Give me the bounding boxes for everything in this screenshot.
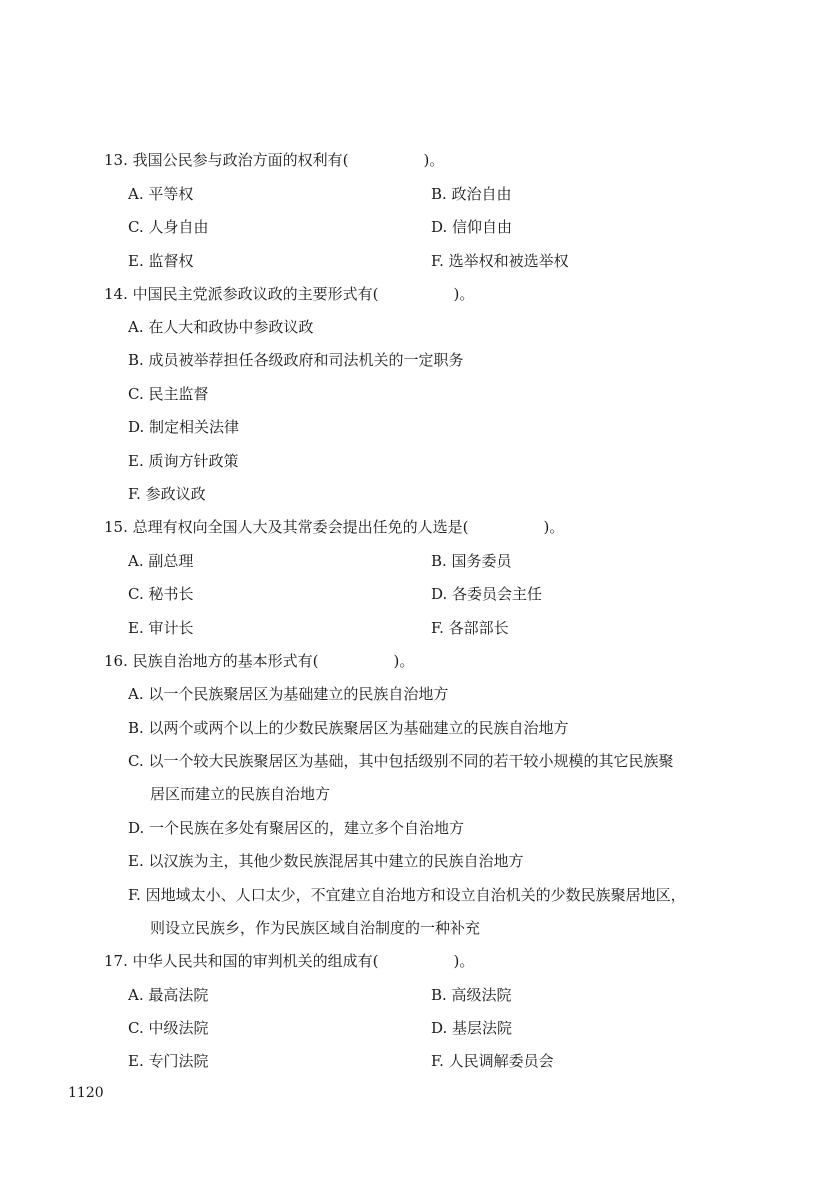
page-number: 1120 [68, 1085, 104, 1101]
q17-option-b: B. 高级法院 [431, 986, 512, 1004]
q13-option-a: A. 平等权 [128, 185, 194, 203]
q17-option-d: D. 基层法院 [431, 1019, 513, 1037]
q15-option-a: A. 副总理 [128, 552, 194, 570]
q15-option-d: D. 各委员会主任 [431, 585, 543, 603]
q16-option-c: C. 以一个较大民族聚居区为基础，其中包括级别不同的若干较小规模的其它民族聚 [128, 752, 674, 770]
q13-option-f: F. 选举权和被选举权 [431, 252, 569, 270]
q14-option-f: F. 参政议政 [128, 485, 206, 503]
q15-option-c: C. 秘书长 [128, 585, 194, 603]
q13-option-c: C. 人身自由 [128, 218, 209, 236]
q13-option-e: E. 监督权 [128, 252, 194, 270]
q14-option-b: B. 成员被举荐担任各级政府和司法机关的一定职务 [128, 351, 464, 369]
q13-option-b: B. 政治自由 [431, 185, 512, 203]
q15-option-f: F. 各部部长 [431, 619, 509, 637]
q16-option-b: B. 以两个或两个以上的少数民族聚居区为基础建立的民族自治地方 [128, 719, 569, 737]
q17-option-a: A. 最高法院 [128, 986, 209, 1004]
q14-option-d: D. 制定相关法律 [128, 418, 240, 436]
q16-option-c-continued: 居区而建立的民族自治地方 [150, 785, 331, 803]
question-13-stem: 13. 我国公民参与政治方面的权利有( )。 [104, 151, 445, 169]
q17-option-f: F. 人民调解委员会 [431, 1052, 554, 1070]
q16-option-f: F. 因地域太小、人口太少，不宜建立自治地方和设立自治机关的少数民族聚居地区， [128, 886, 686, 904]
q13-option-d: D. 信仰自由 [431, 218, 513, 236]
question-16-stem: 16. 民族自治地方的基本形式有( )。 [104, 652, 415, 670]
q16-option-a: A. 以一个民族聚居区为基础建立的民族自治地方 [128, 685, 449, 703]
q17-option-e: E. 专门法院 [128, 1052, 209, 1070]
question-14-stem: 14. 中国民主党派参政议政的主要形式有( )。 [104, 285, 475, 303]
question-15-stem: 15. 总理有权向全国人大及其常委会提出任免的人选是( )。 [104, 518, 565, 536]
q15-option-e: E. 审计长 [128, 619, 194, 637]
q14-option-a: A. 在人大和政协中参政议政 [128, 318, 314, 336]
question-17-stem: 17. 中华人民共和国的审判机关的组成有( )。 [104, 952, 475, 970]
q14-option-e: E. 质询方针政策 [128, 452, 239, 470]
q16-option-d: D. 一个民族在多处有聚居区的，建立多个自治地方 [128, 819, 465, 837]
q17-option-c: C. 中级法院 [128, 1019, 209, 1037]
q15-option-b: B. 国务委员 [431, 552, 512, 570]
q16-option-f-continued: 则设立民族乡，作为民族区域自治制度的一种补充 [150, 919, 481, 937]
q16-option-e: E. 以汉族为主，其他少数民族混居其中建立的民族自治地方 [128, 852, 524, 870]
q14-option-c: C. 民主监督 [128, 385, 209, 403]
